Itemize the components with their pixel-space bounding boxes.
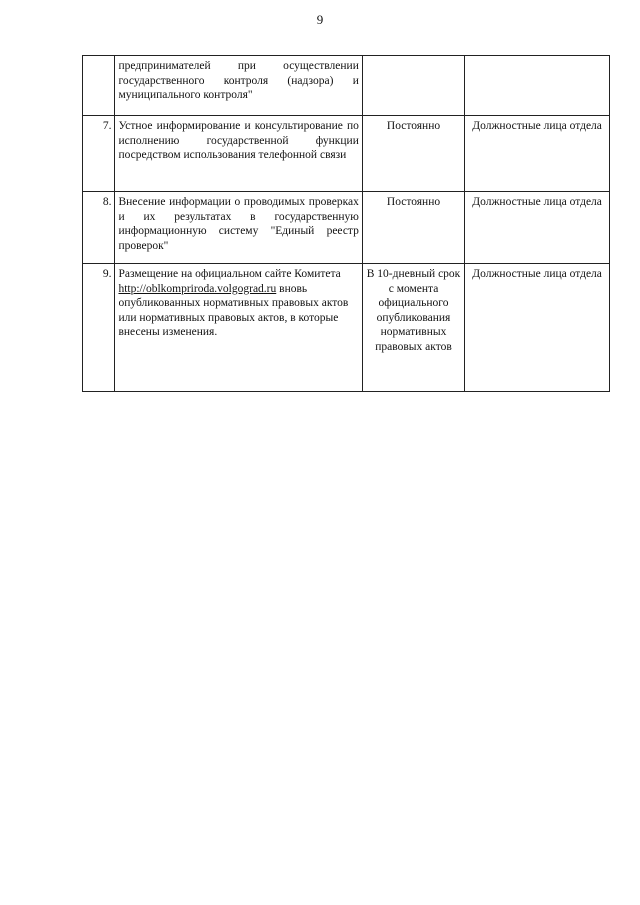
page-number: 9 xyxy=(316,12,324,27)
measure-responsible xyxy=(465,56,610,116)
measure-responsible: Должностные лица отдела xyxy=(465,264,610,392)
description-text: Размещение на официальном сайте Комитета xyxy=(118,268,341,280)
row-number: 7. xyxy=(83,116,115,192)
description-text: вновь опубликованных нормативных правовых актов или нормативных правовых актов, в которые внесены изменения. xyxy=(118,282,349,338)
measure-responsible: Должностные лица отдела xyxy=(465,116,610,192)
measures-table xyxy=(82,55,610,392)
table-row xyxy=(83,116,610,192)
measure-term: Постоянно xyxy=(362,192,464,264)
measure-description: Внесение информации о проводимых проверках и их результатах в государственную информационную систему "Единый реестр проверок" xyxy=(115,192,362,264)
table-row xyxy=(83,56,610,116)
row-number: 8. xyxy=(83,192,115,264)
table-row xyxy=(83,192,610,264)
measure-term: В 10-дневный срок с момента официального опубликования нормативных правовых актов xyxy=(362,264,464,392)
table-row xyxy=(83,264,610,392)
row-number xyxy=(83,56,115,116)
site-link[interactable]: http://oblkompriroda.volgograd.ru xyxy=(118,282,277,295)
measure-term xyxy=(362,56,464,116)
measure-description: предпринимателей при осуществлении государственного контроля (надзора) и муниципального контроля" xyxy=(115,56,362,116)
row-number: 9. xyxy=(83,264,115,392)
measure-responsible: Должностные лица отдела xyxy=(465,192,610,264)
measure-term: Постоянно xyxy=(362,116,464,192)
measure-description xyxy=(115,264,362,392)
measure-description: Устное информирование и консультирование по исполнению государственной функции посредством использования телефонной связи xyxy=(115,116,362,192)
